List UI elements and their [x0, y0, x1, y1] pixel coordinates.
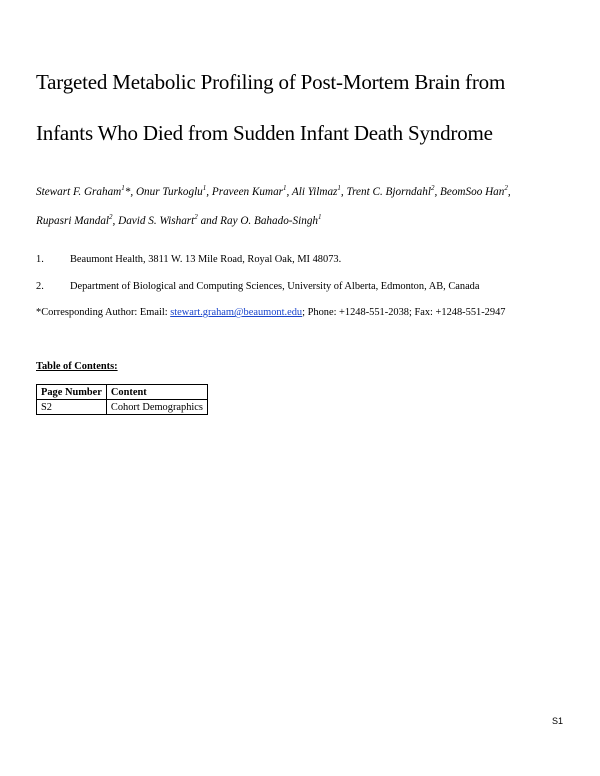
author-affiliation-sup: 1: [337, 184, 341, 192]
toc-heading: Table of Contents:: [36, 361, 118, 372]
author-name: , Ali Yilmaz: [286, 186, 338, 198]
corresponding-contact: ; Phone: +1248-551-2038; Fax: +1248-551-2947: [302, 307, 506, 318]
affiliation-number: 2.: [36, 281, 44, 292]
author-name: Rupasri Mandal: [36, 215, 110, 227]
author-affiliation-sup: 1: [283, 184, 287, 192]
toc-table: [36, 384, 208, 415]
author-name: , BeomSoo Han: [434, 186, 505, 198]
author-affiliation-sup: 2: [194, 213, 198, 221]
column-header-page-number: Page Number: [37, 385, 107, 400]
author-separator: ,: [507, 186, 511, 198]
authors-line-1: [36, 186, 511, 198]
column-header-content: Content: [106, 385, 207, 400]
corresponding-prefix: *Corresponding Author: Email:: [36, 307, 171, 318]
author-name: , Praveen Kumar: [206, 186, 284, 198]
author-affiliation-sup: 1: [318, 213, 322, 221]
table-cell-content: Cohort Demographics: [106, 400, 207, 415]
author-affiliation-sup: 2: [109, 213, 113, 221]
author-name: and Ray O. Bahado-Singh: [197, 215, 319, 227]
corresponding-author: [36, 307, 505, 318]
author-name: , Onur Turkoglu: [130, 186, 203, 198]
email-link[interactable]: stewart.graham@beaumont.edu: [170, 307, 303, 318]
table-header-row: [37, 385, 208, 400]
author-affiliation-sup: 2: [430, 184, 435, 192]
corresponding-mark: *: [124, 186, 131, 198]
author-name: Stewart F. Graham: [36, 186, 122, 198]
table-row: [37, 400, 208, 415]
affiliation-text: Department of Biological and Computing Sciences, University of Alberta, Edmonton, AB, Canada: [70, 281, 480, 292]
affiliation-text: Beaumont Health, 3811 W. 13 Mile Road, Royal Oak, MI 48073.: [70, 254, 342, 265]
authors-line-2: [36, 215, 322, 227]
table-cell-page: S2: [37, 400, 107, 415]
title-line-1: Targeted Metabolic Profiling of Post-Mortem Brain from: [36, 70, 506, 94]
author-affiliation-sup: 1: [121, 184, 125, 192]
title-line-2: Infants Who Died from Sudden Infant Death Syndrome: [36, 121, 493, 145]
author-affiliation-sup: 1: [202, 184, 207, 192]
author-affiliation-sup: 2: [504, 184, 508, 192]
page-number: S1: [552, 716, 564, 726]
author-name: , Trent C. Bjorndahl: [340, 186, 431, 198]
author-name: , David S. Wishart: [112, 215, 195, 227]
affiliation-number: 1.: [36, 254, 44, 265]
